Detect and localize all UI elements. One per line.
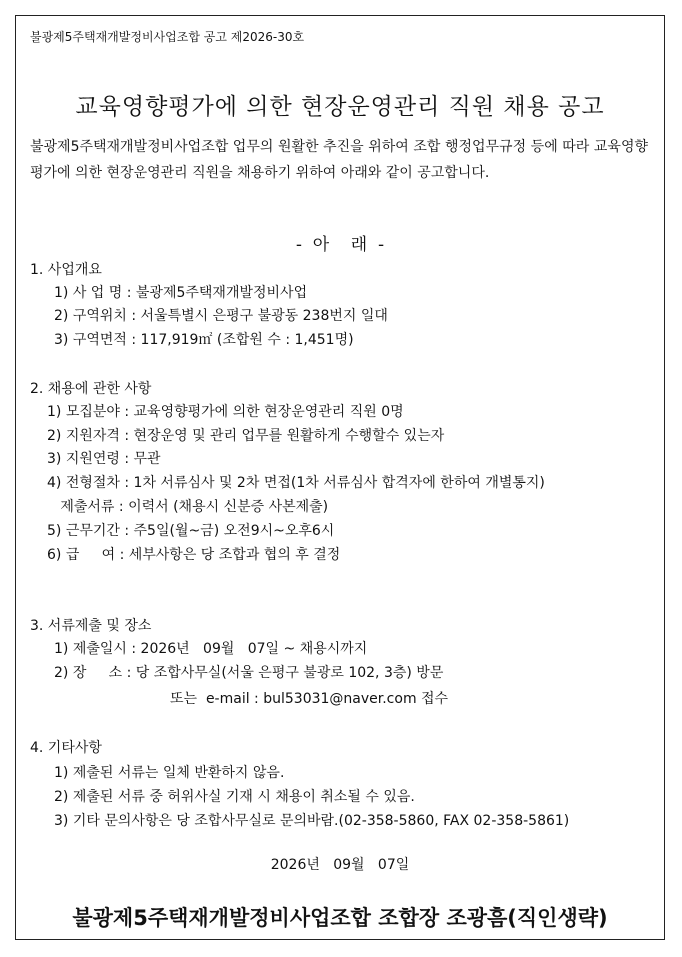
notice-document [15, 15, 665, 940]
notice-date: 2026년 09월 07일 [270, 857, 410, 873]
intro-paragraph: 불광제5주택재개발정비사업조합 업무의 원활한 추진을 위하여 조합 행정업무규정 등에 따라 교육영향평가에 의한 현장운영관리 직원을 채용하기 위하여 아래와 같이 공고합니다. [30, 139, 648, 181]
hiring-item: 2) 지원자격 : 현장운영 및 관리 업무를 원활하게 수행할수 있는자 [47, 428, 445, 444]
section-heading-submission: 3. 서류제출 및 장소 [30, 618, 152, 634]
section-heading-overview: 1. 사업개요 [30, 262, 102, 278]
overview-item: 3) 구역면적 : 117,919㎡ (조합원 수 : 1,451명) [54, 332, 354, 348]
section-heading-misc: 4. 기타사항 [30, 740, 102, 756]
submission-item: 또는 e-mail : bul53031@naver.com 접수 [170, 691, 449, 707]
misc-item: 1) 제출된 서류는 일체 반환하지 않음. [54, 765, 285, 781]
submission-item: 2) 장 소 : 당 조합사무실(서울 은평구 불광로 102, 3층) 방문 [54, 665, 444, 681]
overview-item: 2) 구역위치 : 서울특별시 은평구 불광동 238번지 일대 [54, 308, 388, 324]
section-heading-hiring: 2. 채용에 관한 사항 [30, 381, 152, 397]
submission-item: 1) 제출일시 : 2026년 09월 07일 ~ 채용시까지 [54, 641, 368, 657]
notice-number: 불광제5주택재개발정비사업조합 공고 제2026-30호 [30, 30, 305, 44]
hiring-item: 3) 지원연령 : 무관 [47, 451, 161, 467]
hiring-item: 6) 급 여 : 세부사항은 당 조합과 협의 후 결정 [47, 547, 341, 563]
arae-heading: - 아 래 - [295, 235, 385, 255]
overview-item: 1) 사 업 명 : 불광제5주택재개발정비사업 [54, 285, 308, 301]
hiring-item: 제출서류 : 이력서 (채용시 신분증 사본제출) [47, 499, 329, 515]
signature-line: 불광제5주택재개발정비사업조합 조합장 조광흠(직인생략) [72, 906, 608, 930]
misc-item: 2) 제출된 서류 중 허위사실 기재 시 채용이 취소될 수 있음. [54, 789, 415, 805]
hiring-item: 1) 모집분야 : 교육영향평가에 의한 현장운영관리 직원 0명 [47, 404, 404, 420]
misc-item: 3) 기타 문의사항은 당 조합사무실로 문의바람.(02-358-5860, FAX 02-358-5861) [54, 813, 570, 829]
hiring-item: 4) 전형절차 : 1차 서류심사 및 2차 면접(1차 서류심사 합격자에 한하여 개별통지) [47, 475, 545, 491]
notice-title: 교육영향평가에 의한 현장운영관리 직원 채용 공고 [75, 94, 605, 120]
hiring-item: 5) 근무기간 : 주5일(월~금) 오전9시~오후6시 [47, 523, 335, 539]
